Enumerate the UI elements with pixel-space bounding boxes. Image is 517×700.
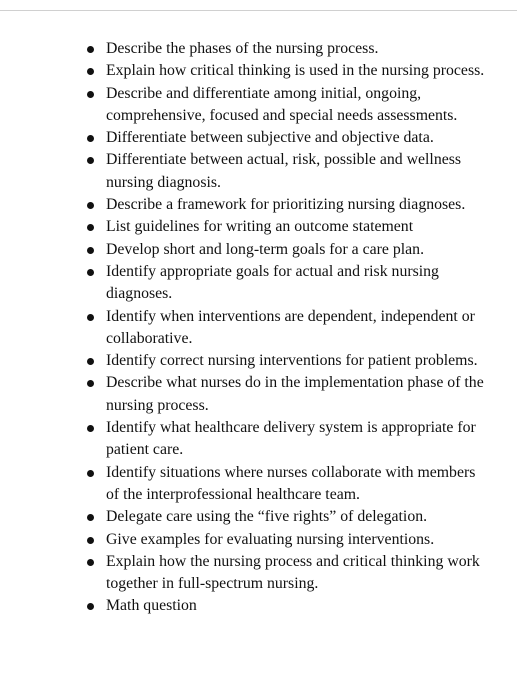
list-item-text: List guidelines for writing an outcome statement — [106, 218, 414, 236]
list-item-text: Identify appropriate goals for actual and risk nursing diagnoses. — [106, 262, 439, 303]
list-item — [0, 216, 517, 238]
list-item — [0, 372, 517, 417]
list-item — [0, 194, 517, 216]
list-item-text: Delegate care using the “five rights” of delegation. — [106, 508, 428, 526]
list-item-text: Describe and differentiate among initial, ongoing, comprehensive, focused and special needs assessments. — [106, 84, 458, 124]
bullet-icon — [87, 224, 94, 231]
list-item — [0, 261, 517, 306]
bullet-icon — [87, 202, 94, 209]
list-item-text: Give examples for evaluating nursing interventions. — [106, 530, 435, 548]
list-item-text: Identify when interventions are dependent, independent or collaborative. — [106, 307, 475, 347]
list-item — [0, 60, 517, 82]
list-item — [0, 306, 517, 351]
list-item-text: Differentiate between subjective and objective data. — [106, 129, 434, 147]
objectives-list — [0, 38, 517, 618]
list-item — [0, 529, 517, 551]
bullet-icon — [87, 380, 94, 387]
list-item — [0, 149, 517, 194]
bullet-icon — [87, 314, 94, 321]
list-item — [0, 506, 517, 528]
list-item — [0, 350, 517, 372]
bullet-icon — [87, 470, 94, 477]
bullet-icon — [87, 559, 94, 566]
bullet-icon — [87, 46, 94, 53]
bullet-icon — [87, 358, 94, 365]
top-divider — [0, 10, 517, 11]
list-item-text: Differentiate between actual, risk, possible and wellness nursing diagnosis. — [106, 151, 462, 191]
bullet-icon — [87, 537, 94, 544]
list-item — [0, 239, 517, 261]
list-item-text: Describe what nurses do in the implementation phase of the nursing process. — [106, 374, 484, 414]
list-item — [0, 38, 517, 60]
list-item-text: Describe the phases of the nursing process. — [106, 40, 379, 57]
list-item-text: Identify situations where nurses collaborate with members of the interprofessional healthcare team. — [106, 463, 476, 503]
bullet-icon — [87, 91, 94, 98]
bullet-icon — [87, 135, 94, 142]
list-item-text: Identify what healthcare delivery system is appropriate for patient care. — [106, 419, 476, 459]
bullet-icon — [87, 425, 94, 432]
list-item — [0, 127, 517, 149]
list-item — [0, 462, 517, 507]
list-item — [0, 551, 517, 596]
list-item-text: Develop short and long-term goals for a care plan. — [106, 240, 425, 258]
list-item-text: Identify correct nursing interventions for patient problems. — [106, 352, 478, 370]
list-item-text: Describe a framework for prioritizing nursing diagnoses. — [106, 196, 466, 214]
list-item-text: Math question — [106, 597, 197, 615]
bullet-icon — [87, 157, 94, 164]
list-item — [0, 83, 517, 128]
bullet-icon — [87, 269, 94, 276]
bullet-icon — [87, 68, 94, 75]
bullet-icon — [87, 514, 94, 521]
bullet-icon — [87, 247, 94, 254]
bullet-icon — [87, 603, 94, 610]
list-item — [0, 595, 517, 617]
list-item — [0, 417, 517, 462]
list-item-text: Explain how critical thinking is used in the nursing process. — [106, 62, 485, 80]
list-item-text: Explain how the nursing process and critical thinking work together in full-spectrum nursing. — [106, 552, 480, 593]
